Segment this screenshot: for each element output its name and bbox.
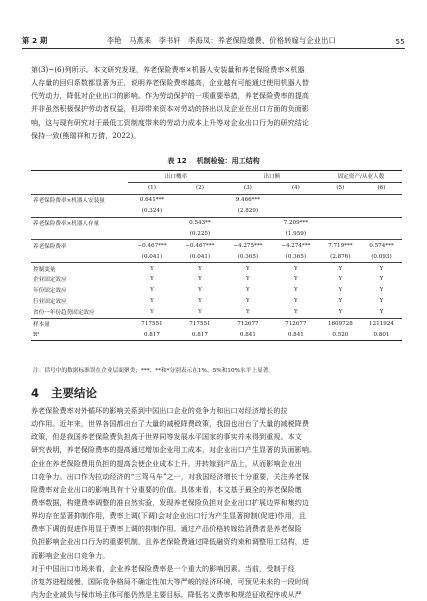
table-cell: Y — [272, 263, 320, 274]
table-cell: −0.467*** — [128, 240, 176, 251]
table-title: 机制检验：用工结构 — [196, 157, 260, 165]
text-line: 而影响企业出口竞争力。 — [31, 550, 110, 560]
row-label — [31, 228, 128, 239]
page-number: 55 — [395, 37, 405, 46]
table-cell: (2.829) — [237, 208, 259, 215]
text-line: 研究表明，养老保险费率的提高通过增加企业用工成本，对企业出口产生显著的负面影响。 — [31, 445, 317, 455]
table-row — [31, 217, 402, 228]
group-header: 出口概率 — [128, 171, 224, 183]
text-line: 养老保险费率对外循环的影响关系到中国出口企业的竞争力和出口对经济增长的拉 — [31, 406, 288, 415]
table-cell: (0.365) — [237, 253, 259, 260]
row-label: 年份固定效应 — [33, 288, 67, 295]
row-label: 养老保险费率 — [31, 240, 128, 251]
text-line: 负担影响企业出口行为的重要机制，且养老保险费通过降低融资约束和调整用工结构，进 — [31, 537, 309, 547]
header-rule — [22, 48, 405, 49]
table-cell: (1.959) — [285, 230, 307, 237]
section-heading — [31, 385, 97, 401]
table-cell: (0.365) — [285, 253, 307, 260]
intro-paragraph — [31, 63, 402, 142]
issue-label: 第 2 期 — [22, 36, 48, 45]
text-line: 对于中国出口市场来看，企业养老保险费率是一个重大的影响因素。当前，受制于经 — [31, 563, 295, 573]
table-row — [31, 296, 402, 307]
table-cell: −4.274*** — [272, 240, 320, 251]
table-number: 表 12 — [167, 157, 187, 165]
table-cell — [320, 228, 361, 239]
text-line: 口竞争力。出口作为拉动经济的“三驾马车”之一，对我国经济增长十分重要，关注养老保 — [31, 471, 310, 481]
table-cell: 0.841 — [272, 329, 320, 340]
table-row — [31, 307, 402, 318]
table-cell: Y — [246, 276, 250, 283]
section-number: 4 — [31, 386, 40, 400]
table-row — [31, 285, 402, 296]
table-cell — [224, 217, 272, 228]
table-cell: 7.719*** — [320, 240, 361, 251]
table-note: 注：括号中的数据标准误在企业层面聚类；***、**和*分别表示在1%、5%和10%水平上显著。 — [33, 368, 275, 374]
conclusion-paragraph — [31, 404, 402, 601]
table-cell: Y — [293, 276, 298, 283]
table-group-header-row — [31, 171, 402, 183]
table-cell: 0.543** — [176, 217, 224, 228]
table-cell: (0.041) — [189, 253, 211, 260]
table-cell: (0.324) — [141, 208, 163, 215]
table-cell: 0.520 — [320, 329, 361, 340]
table-cell: Y — [246, 287, 250, 294]
row-label: 控制变量 — [31, 263, 128, 274]
column-label: (5) — [320, 182, 361, 194]
table-cell: Y — [293, 287, 298, 294]
table-cell: 0.817 — [176, 329, 224, 340]
row-label: 样本量 — [31, 318, 128, 329]
table-cell: −0.467*** — [176, 240, 224, 251]
row-label: 行业固定效应 — [33, 299, 67, 306]
table-cell: 717551 — [176, 318, 224, 329]
group-header: 出口额 — [224, 171, 320, 183]
table-cell — [176, 206, 224, 217]
table-cell: Y — [246, 298, 250, 305]
text-line: 人存量的回归系数都显著为正，说明养老保险费率越高，企业越有可能通过使用机器人替 — [31, 78, 309, 88]
table-cell: Y — [224, 263, 272, 274]
table-cell: Y — [338, 287, 343, 294]
table-cell: Y — [361, 263, 402, 274]
table-cell — [320, 194, 361, 205]
section-title: 主要结论 — [51, 386, 98, 400]
table-cell — [361, 194, 402, 205]
running-title: 李艳 马燕来 李书轩 李海凤：养老保险缴费、价格转嫁与企业出口 — [106, 36, 336, 45]
table-cell: (0.041) — [141, 253, 163, 260]
running-header — [22, 34, 405, 46]
text-line: 动作用。近年来，世界各国都出台了大量的减税降费政策，我国也出台了大量的减税降费 — [31, 419, 309, 429]
table-cell: Y — [198, 298, 202, 305]
table-cell: Y — [379, 298, 384, 305]
table-row — [31, 240, 402, 251]
table-cell: Y — [198, 309, 202, 316]
table-cell — [128, 228, 176, 239]
text-line: 政策，但是我国养老保险费负担高于世界同等发展水平国家的事实并未得到重视。本文 — [31, 432, 302, 442]
table-row — [31, 318, 402, 329]
column-label: (2) — [176, 182, 224, 194]
column-label: (1) — [128, 182, 176, 194]
text-line: 费率下调的促进作用显于费率上调的抑制作用。通过产品价格转嫁给消费者是养老保险 — [31, 524, 302, 534]
table-cell: 7.209*** — [272, 217, 320, 228]
table-cell: Y — [338, 309, 343, 316]
table-cell: Y — [150, 287, 154, 294]
text-line: 内为企业减负与保市场主体可能仍然是主要目标。降低名义费率和规范征收程序或从严 — [31, 589, 302, 599]
table-cell: (0.093) — [371, 253, 392, 260]
table-cell: Y — [379, 287, 384, 294]
table-cell: Y — [379, 309, 384, 316]
table-cell: 0.641*** — [139, 197, 165, 204]
table-cell: 0.817 — [128, 329, 176, 340]
table-cell: Y — [246, 309, 250, 316]
text-line: 第(3)~(6)列所示。本文研究发现，养老保险费率×机器人安装量和养老保险费率×机器 — [31, 65, 305, 74]
table-row — [31, 329, 402, 340]
table-cell: 0.801 — [361, 329, 402, 340]
table-cell — [361, 228, 402, 239]
table-cell: Y — [338, 298, 343, 305]
column-label: (6) — [361, 182, 402, 194]
table-cell: −4.275*** — [224, 240, 272, 251]
table-cell — [176, 194, 224, 205]
table-cell: Y — [293, 298, 298, 305]
text-line: 企业在养老保险费用负担的提高会使企业成本上升，并转嫁到产品上，从而影响企业出 — [31, 458, 302, 468]
table-cell: (0.225) — [189, 230, 211, 237]
table-cell: 712677 — [272, 318, 320, 329]
table-cell — [320, 206, 361, 217]
text-line: 并非虽然积极保护劳动者权益，但却带来资本对劳动的挤出以及企业在出口方面的负面影 — [31, 104, 309, 114]
row-label: 养老保险费率×机器人安装量 — [33, 198, 105, 205]
table-cell — [361, 206, 402, 217]
text-line: 响，这与现有研究对于最低工资制度带来的劳动力成本上升等对企业出口行为的研究结论 — [31, 117, 309, 127]
table-cell: Y — [198, 276, 202, 283]
regression-table — [31, 170, 402, 341]
row-label: 养老保险费率×机器人存量 — [31, 217, 128, 228]
row-label: 企业固定效应 — [33, 277, 67, 284]
table-caption — [0, 156, 427, 166]
text-line: 界均存在显著抑制作用，费率上调(下调)会对企业出口行为产生显著抑制(促进)作用，且 — [31, 511, 307, 521]
table-row — [31, 274, 402, 285]
table-cell: 712677 — [224, 318, 272, 329]
table-cell: 1609728 — [320, 318, 361, 329]
table-cell — [320, 217, 361, 228]
table-cell: Y — [150, 276, 154, 283]
row-label: R² — [31, 329, 128, 340]
group-header: 固定资产/从业人数 — [320, 171, 402, 183]
table-row — [31, 263, 402, 274]
table-row — [31, 194, 402, 205]
text-line: 济复苏进程缓慢，国际竞争格局不确定性加大等严峻的经济环境，可预见未来的一段时间 — [31, 576, 309, 586]
table-row — [31, 251, 402, 262]
table-row — [31, 228, 402, 239]
table-cell: Y — [198, 287, 202, 294]
table-cell: Y — [293, 309, 298, 316]
text-line: 代劳动力，降低对企业出口的影响。作为劳动保护的一项重要举措，养老保险费率的提高 — [31, 91, 309, 101]
text-line: 保持一致(熊瑞祥和万倩，2022)。 — [31, 130, 141, 140]
table-cell: Y — [320, 263, 361, 274]
table-cell — [224, 228, 272, 239]
table-cell: Y — [150, 298, 154, 305]
table-cell: Y — [176, 263, 224, 274]
text-line: 险费率对企业出口的影响具有十分重要的价值。具体来看，本文基于最全的养老保险缴 — [31, 484, 302, 494]
table-cell — [361, 217, 402, 228]
table-cell: 1211924 — [361, 318, 402, 329]
table-cell — [272, 206, 320, 217]
table-cell: Y — [128, 263, 176, 274]
text-line: 费率数据，构建费率调整的准自然实验，发现养老保险负担对企业出口扩展边界和集约边 — [31, 497, 309, 507]
table-cell: (2.876) — [330, 253, 351, 260]
table-cell: Y — [338, 276, 343, 283]
table-row — [31, 206, 402, 217]
row-label: 省份一年份趋势固定效应 — [33, 310, 95, 317]
column-label: (4) — [272, 182, 320, 194]
table-cell: 717551 — [128, 318, 176, 329]
table-cell: 0.574*** — [361, 240, 402, 251]
table-cell: 0.841 — [224, 329, 272, 340]
table-cell: Y — [150, 309, 154, 316]
table-column-header-row — [31, 182, 402, 194]
table-cell: Y — [379, 276, 384, 283]
column-label: (3) — [224, 182, 272, 194]
table-cell: 9.466*** — [235, 197, 261, 204]
row-label — [31, 206, 128, 217]
row-label — [31, 251, 128, 262]
table-cell — [272, 194, 320, 205]
table-cell — [128, 217, 176, 228]
